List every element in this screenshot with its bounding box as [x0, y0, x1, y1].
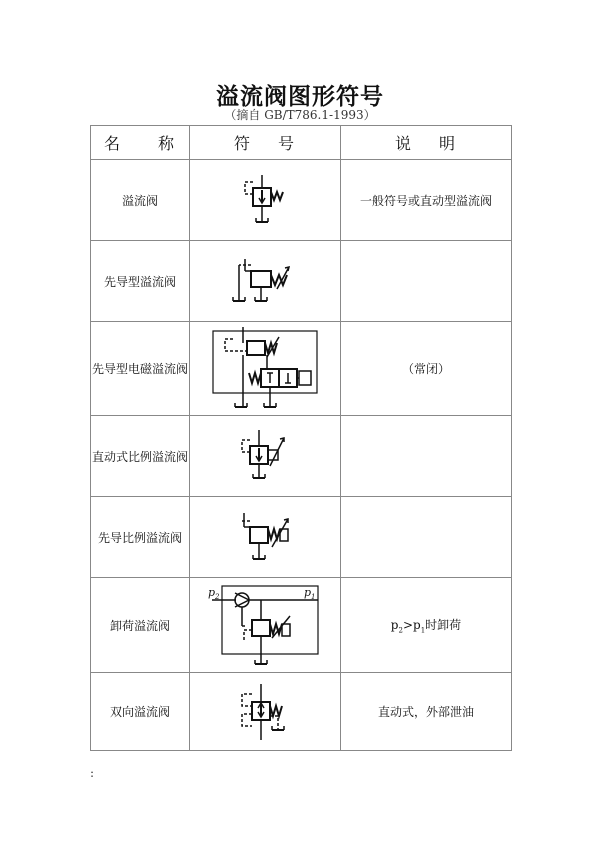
symbol-cell: [190, 673, 341, 751]
symbol-cell: [190, 416, 341, 497]
pilot-solenoid-relief-valve-symbol-icon: [209, 327, 321, 411]
header-name: [91, 126, 190, 160]
header-explanation: [341, 126, 512, 160]
symbol-cell: [190, 578, 341, 673]
table-row: [91, 578, 512, 673]
table-row: [91, 160, 512, 241]
desc-p2-sub: 2: [398, 626, 403, 635]
valve-description: [341, 578, 512, 673]
desc-unload: 时卸荷: [425, 617, 462, 632]
valve-name: 先导比例溢流阀: [91, 497, 190, 578]
bidirectional-relief-valve-symbol-icon: [230, 680, 300, 744]
valve-description: [341, 241, 512, 322]
header-symbol-char-2: 号: [277, 134, 296, 153]
relief-valve-symbol-icon: [235, 170, 295, 230]
header-name-char-1: 名: [104, 134, 123, 153]
valve-description: 直动式，外部泄油: [341, 673, 512, 751]
table-row: [91, 673, 512, 751]
valve-description: [341, 416, 512, 497]
valve-name: 溢流阀: [91, 160, 190, 241]
symbol-cell: [190, 322, 341, 416]
table-row: [91, 497, 512, 578]
header-explain-char-2: 明: [438, 134, 457, 153]
svg-text:p2: $p_2$: [208, 586, 220, 601]
symbol-cell: [190, 160, 341, 241]
pilot-relief-valve-symbol-icon: [225, 251, 305, 311]
valve-name: 双向溢流阀: [91, 673, 190, 751]
symbol-table: [90, 125, 512, 751]
header-symbol-char-1: 符: [234, 134, 253, 153]
direct-proportional-relief-valve-symbol-icon: [230, 426, 300, 486]
desc-p1-sub: 1: [420, 626, 426, 635]
pilot-proportional-relief-valve-symbol-icon: [230, 507, 300, 567]
desc-gt-p1: >p: [402, 617, 421, 632]
valve-name: 卸荷溢流阀: [91, 578, 190, 673]
valve-name: 直动式比例溢流阀: [91, 416, 190, 497]
header-symbol: [190, 126, 341, 160]
table-row: [91, 322, 512, 416]
page-subtitle: （摘自 GB/T786.1-1993）: [224, 108, 376, 122]
header-explain-char-1: 说: [395, 134, 414, 153]
valve-description: （常闭）: [341, 322, 512, 416]
header-name-char-2: 称: [157, 134, 176, 153]
symbol-cell: [190, 497, 341, 578]
footer-mark: :: [90, 766, 95, 780]
valve-name: 先导型电磁溢流阀: [91, 322, 190, 416]
valve-description: [341, 497, 512, 578]
table-header-row: [91, 126, 512, 160]
valve-name: 先导型溢流阀: [91, 241, 190, 322]
table-row: [91, 241, 512, 322]
table-row: [91, 416, 512, 497]
desc-p2: p: [390, 617, 399, 632]
valve-description: 一般符号或直动型溢流阀: [341, 160, 512, 241]
symbol-cell: [190, 241, 341, 322]
svg-text:p1: $p_1$: [304, 586, 316, 601]
unloading-relief-valve-symbol-icon: [206, 580, 324, 670]
page-title: 溢流阀图形符号: [216, 84, 384, 110]
